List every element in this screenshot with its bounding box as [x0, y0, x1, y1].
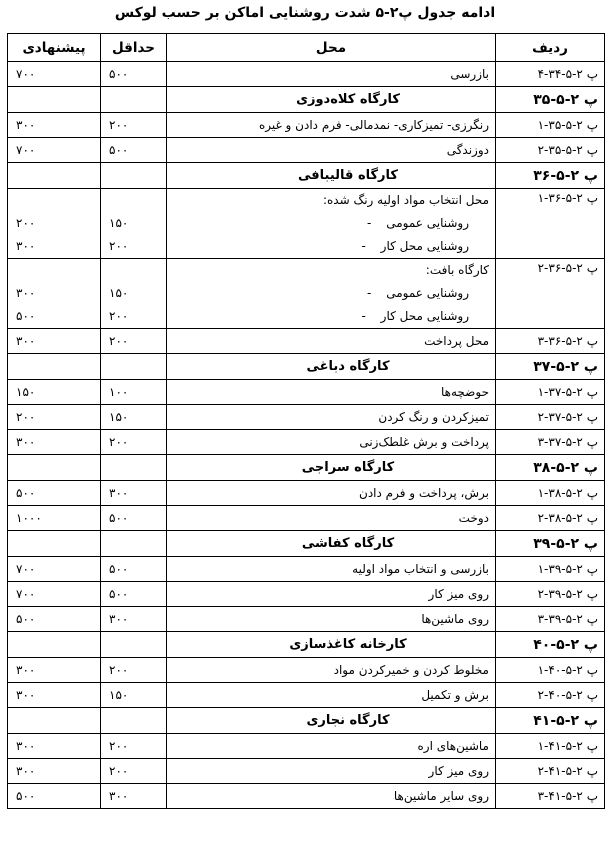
- table-row: [8, 784, 605, 809]
- row-place: دوزندگی: [167, 138, 496, 163]
- row-place: محل پرداخت: [167, 329, 496, 354]
- illuminance-table: [7, 33, 605, 809]
- table-row: [8, 62, 605, 87]
- sub-item: [173, 305, 489, 328]
- section-rec-empty: [8, 632, 101, 658]
- row-recommended: ۲۰۰: [8, 405, 101, 430]
- row-min: ۵۰۰: [101, 62, 167, 87]
- row-place: روی میز کار: [167, 582, 496, 607]
- section-title: کارگاه قالیبافی: [167, 163, 496, 189]
- table-row: [8, 138, 605, 163]
- row-place: محل انتخاب مواد اولیه رنگ شده:: [322, 193, 489, 207]
- row-recommended: ۵۰۰: [8, 607, 101, 632]
- section-row: [8, 455, 605, 481]
- sub-item-rec: ۵۰۰: [16, 309, 36, 323]
- section-min-empty: [101, 87, 167, 113]
- row-code: پ ۲-۵-۳۶-۲: [496, 259, 605, 329]
- row-min: ۳۰۰: [101, 481, 167, 506]
- sub-item-min: ۱۵۰: [109, 216, 129, 230]
- section-row: [8, 632, 605, 658]
- table-row: [8, 557, 605, 582]
- row-rec-group: [8, 189, 101, 259]
- row-place: روی ماشین‌ها: [167, 607, 496, 632]
- sub-item-label: روشنایی عمومی: [386, 216, 469, 230]
- sub-item-min: ۱۵۰: [109, 286, 129, 300]
- sub-item-label: روشنایی محل کار: [380, 309, 469, 323]
- row-place-group: [167, 259, 496, 329]
- row-code: پ ۲-۵-۳۵-۲: [496, 138, 605, 163]
- section-rec-empty: [8, 354, 101, 380]
- row-min: ۱۵۰: [101, 683, 167, 708]
- section-rec-empty: [8, 163, 101, 189]
- row-code: پ ۲-۵-۳۶-۳: [496, 329, 605, 354]
- sub-item-label: روشنایی عمومی: [386, 286, 469, 300]
- section-rec-empty: [8, 87, 101, 113]
- section-row: [8, 87, 605, 113]
- row-min: ۵۰۰: [101, 557, 167, 582]
- row-recommended: ۷۰۰: [8, 557, 101, 582]
- row-code: پ ۲-۵-۳۷-۳: [496, 430, 605, 455]
- table-row: [8, 481, 605, 506]
- table-row: [8, 259, 605, 329]
- row-place: برش و تکمیل: [167, 683, 496, 708]
- sub-item-rec: ۳۰۰: [16, 286, 36, 300]
- section-row: [8, 354, 605, 380]
- table-title: ادامه جدول پ۲-۵ شدت روشنایی اماکن بر حسب لوکس: [114, 5, 496, 21]
- sub-item: [173, 212, 489, 235]
- table-row: [8, 189, 605, 259]
- row-code: پ ۲-۵-۳۵-۱: [496, 113, 605, 138]
- row-code: پ ۲-۵-۴۱-۲: [496, 759, 605, 784]
- table-row: [8, 658, 605, 683]
- section-rec-empty: [8, 531, 101, 557]
- row-recommended: ۱۵۰: [8, 380, 101, 405]
- table-row: [8, 607, 605, 632]
- section-min-empty: [101, 354, 167, 380]
- row-code: پ ۲-۵-۴۰-۲: [496, 683, 605, 708]
- section-min-empty: [101, 455, 167, 481]
- sub-item-dash: -: [361, 309, 366, 323]
- row-recommended: ۷۰۰: [8, 62, 101, 87]
- row-code: پ ۲-۵-۳۸-۲: [496, 506, 605, 531]
- section-title: کارگاه کلاه‌دوزی: [167, 87, 496, 113]
- row-recommended: ۵۰۰: [8, 481, 101, 506]
- row-place: مخلوط کردن و خمیرکردن مواد: [167, 658, 496, 683]
- section-title: کارگاه دباغی: [167, 354, 496, 380]
- row-min: ۱۵۰: [101, 405, 167, 430]
- section-row: [8, 163, 605, 189]
- header-place: محل: [167, 34, 496, 62]
- sub-item-dash: -: [367, 216, 372, 230]
- sub-item-rec: ۳۰۰: [16, 239, 36, 253]
- header-recommended: پیشنهادی: [8, 34, 101, 62]
- row-place: ماشین‌های اره: [167, 734, 496, 759]
- section-title: کارگاه کفاشی: [167, 531, 496, 557]
- row-min: ۱۰۰: [101, 380, 167, 405]
- row-place: بازرسی و انتخاب مواد اولیه: [167, 557, 496, 582]
- spacer: [109, 189, 160, 212]
- row-recommended: ۳۰۰: [8, 430, 101, 455]
- section-min-empty: [101, 531, 167, 557]
- section-min-empty: [101, 163, 167, 189]
- table-row: [8, 430, 605, 455]
- table-body: [8, 62, 605, 809]
- row-recommended: ۷۰۰: [8, 138, 101, 163]
- row-code: پ ۲-۵-۳۷-۲: [496, 405, 605, 430]
- table-row: [8, 582, 605, 607]
- sub-item: [173, 282, 489, 305]
- table-row: [8, 734, 605, 759]
- spacer: [109, 259, 160, 282]
- row-code: پ ۲-۵-۳۸-۱: [496, 481, 605, 506]
- row-recommended: ۷۰۰: [8, 582, 101, 607]
- section-code: پ ۲-۵-۴۰: [496, 632, 605, 658]
- sub-item-rec: ۲۰۰: [16, 216, 36, 230]
- section-code: پ ۲-۵-۳۶: [496, 163, 605, 189]
- row-min: ۲۰۰: [101, 759, 167, 784]
- row-place: حوضچه‌ها: [167, 380, 496, 405]
- header-min: حداقل: [101, 34, 167, 62]
- row-place: تمیزکردن و رنگ کردن: [167, 405, 496, 430]
- row-place: پرداخت و برش غلطک‌زنی: [167, 430, 496, 455]
- row-place-group: [167, 189, 496, 259]
- row-code: پ ۲-۵-۳۶-۱: [496, 189, 605, 259]
- section-rec-empty: [8, 455, 101, 481]
- table-row: [8, 113, 605, 138]
- row-min-group: [101, 189, 167, 259]
- row-min: ۳۰۰: [101, 784, 167, 809]
- sub-item-label: روشنایی محل کار: [380, 239, 469, 253]
- row-place: روی میز کار: [167, 759, 496, 784]
- table-row: [8, 405, 605, 430]
- row-min: ۵۰۰: [101, 506, 167, 531]
- section-code: پ ۲-۵-۳۷: [496, 354, 605, 380]
- table-row: [8, 759, 605, 784]
- section-row: [8, 708, 605, 734]
- header-row: [8, 34, 605, 62]
- row-min: ۲۰۰: [101, 430, 167, 455]
- row-recommended: ۳۰۰: [8, 734, 101, 759]
- row-min: ۲۰۰: [101, 113, 167, 138]
- spacer: [16, 259, 94, 282]
- table-row: [8, 380, 605, 405]
- row-recommended: ۳۰۰: [8, 658, 101, 683]
- row-place: بازرسی: [167, 62, 496, 87]
- row-min-group: [101, 259, 167, 329]
- section-title: کارگاه نجاری: [167, 708, 496, 734]
- row-place: برش، پرداخت و فرم دادن: [167, 481, 496, 506]
- row-min: ۲۰۰: [101, 658, 167, 683]
- section-row: [8, 531, 605, 557]
- sub-item-min: ۲۰۰: [109, 309, 129, 323]
- row-min: ۳۰۰: [101, 607, 167, 632]
- spacer: [16, 189, 94, 212]
- row-rec-group: [8, 259, 101, 329]
- section-min-empty: [101, 632, 167, 658]
- row-code: پ ۲-۵-۴۱-۱: [496, 734, 605, 759]
- table-row: [8, 683, 605, 708]
- row-code: پ ۲-۵-۳۴-۴: [496, 62, 605, 87]
- section-code: پ ۲-۵-۳۵: [496, 87, 605, 113]
- row-place: دوخت: [167, 506, 496, 531]
- row-recommended: ۳۰۰: [8, 759, 101, 784]
- section-title: کارخانه کاغذسازی: [167, 632, 496, 658]
- header-code: ردیف: [496, 34, 605, 62]
- row-recommended: ۱۰۰۰: [8, 506, 101, 531]
- row-place: رنگرزی- تمیزکاری- نمدمالی- فرم دادن و غیره: [167, 113, 496, 138]
- row-min: ۲۰۰: [101, 329, 167, 354]
- section-rec-empty: [8, 708, 101, 734]
- row-code: پ ۲-۵-۳۹-۱: [496, 557, 605, 582]
- section-min-empty: [101, 708, 167, 734]
- row-recommended: ۳۰۰: [8, 113, 101, 138]
- row-code: پ ۲-۵-۳۹-۳: [496, 607, 605, 632]
- row-place: کارگاه بافت:: [425, 263, 489, 277]
- sub-item-min: ۲۰۰: [109, 239, 129, 253]
- row-recommended: ۵۰۰: [8, 784, 101, 809]
- table-row: [8, 506, 605, 531]
- section-code: پ ۲-۵-۳۹: [496, 531, 605, 557]
- section-code: پ ۲-۵-۳۸: [496, 455, 605, 481]
- row-min: ۲۰۰: [101, 734, 167, 759]
- sub-item-dash: -: [361, 239, 366, 253]
- row-code: پ ۲-۵-۴۰-۱: [496, 658, 605, 683]
- row-code: پ ۲-۵-۳۷-۱: [496, 380, 605, 405]
- row-place: روی سایر ماشین‌ها: [167, 784, 496, 809]
- row-min: ۵۰۰: [101, 582, 167, 607]
- row-code: پ ۲-۵-۳۹-۲: [496, 582, 605, 607]
- row-min: ۵۰۰: [101, 138, 167, 163]
- sub-item-dash: -: [367, 286, 372, 300]
- row-recommended: ۳۰۰: [8, 329, 101, 354]
- section-code: پ ۲-۵-۴۱: [496, 708, 605, 734]
- table-row: [8, 329, 605, 354]
- sub-item: [173, 235, 489, 258]
- row-recommended: ۳۰۰: [8, 683, 101, 708]
- section-title: کارگاه سراجی: [167, 455, 496, 481]
- row-code: پ ۲-۵-۴۱-۳: [496, 784, 605, 809]
